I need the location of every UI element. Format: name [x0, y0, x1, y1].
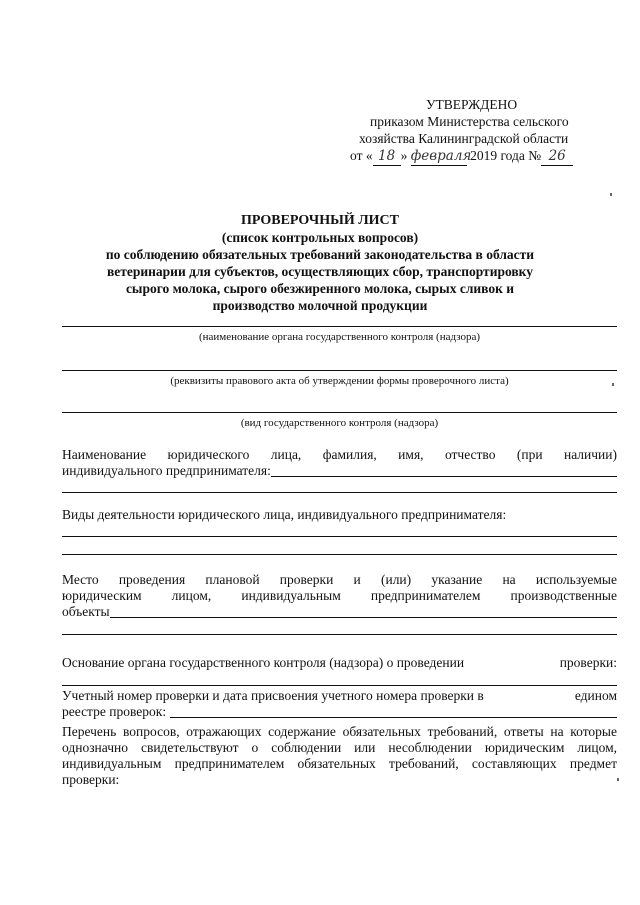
account-label-2: реестре проверок: [62, 704, 167, 719]
place-field [62, 572, 617, 620]
account-label-1-right: едином [574, 688, 617, 703]
questions-intro: Перечень вопросов, отражающих содержание обязательных требований, ответы на которые однозначно свидетельствуют о соблюдении или несоблюдении юридическим лицом, индивидуальным предпринимателем обязательных требований, составляющих предмет проверки: [62, 724, 617, 787]
activities-line-2[interactable] [62, 554, 617, 555]
entity-name-field [62, 447, 617, 479]
title-desc-2: ветеринарии для субъектов, осуществляющих сбор, транспортировку [106, 264, 534, 279]
entity-name-input[interactable] [271, 463, 617, 477]
basis-label-right: проверки: [559, 655, 617, 670]
title-desc-4: производство молочной продукции [212, 298, 428, 313]
date-prefix: от « [350, 148, 373, 163]
document-title [100, 212, 540, 314]
place-label-1: Место проведения плановой проверки и (или) указание на используемые [62, 572, 617, 587]
approval-block [330, 96, 620, 166]
account-row-1 [62, 688, 617, 704]
title-desc-3: сырого молока, сырого обезжиренного молока, сырых сливок и [125, 281, 515, 296]
handwritten-month: февраля [410, 148, 472, 164]
year-text: 2019 года № [470, 148, 542, 163]
place-input[interactable] [110, 604, 617, 618]
authority-fill-line[interactable] [62, 326, 617, 327]
scan-speck [612, 383, 614, 386]
approval-line-3: хозяйства Калининградской области [359, 131, 569, 146]
approval-line-2: приказом Министерства сельского [370, 114, 569, 129]
account-row-2 [62, 704, 617, 720]
account-field [62, 688, 617, 720]
scan-speck [610, 193, 612, 196]
authority-caption: (наименование органа государственного контроля (надзора) [198, 331, 481, 343]
title-main: ПРОВЕРОЧНЫЙ ЛИСТ [240, 213, 399, 228]
activities-label: Виды деятельности юридического лица, индивидуального предпринимателя: [62, 507, 507, 522]
title-desc-1: по соблюдению обязательных требований законодательства в области [105, 247, 535, 262]
approval-heading: УТВЕРЖДЕНО [426, 97, 518, 112]
control-type-fill-line[interactable] [62, 412, 617, 413]
entity-name-label-1: Наименование юридического лица, фамилия, имя, отчество (при наличии) [62, 447, 617, 462]
title-sub: (список контрольных вопросов) [221, 230, 419, 245]
activities-line-1[interactable] [62, 536, 617, 537]
approval-date-line [330, 147, 620, 166]
place-label-3: объекты [62, 604, 110, 619]
basis-field [62, 655, 617, 671]
entity-name-label-2: индивидуального предпринимателя: [62, 463, 271, 478]
entity-name-extra-line[interactable] [62, 492, 617, 493]
handwritten-order-number: 26 [541, 148, 573, 166]
basis-fill-line[interactable] [62, 685, 617, 686]
handwritten-day: 18 [373, 148, 401, 166]
entity-name-row-2 [62, 463, 617, 479]
account-label-1: Учетный номер проверки и дата присвоения учетного номера проверки в [62, 688, 484, 703]
place-extra-line[interactable] [62, 634, 617, 635]
legal-act-caption: (реквизиты правового акта об утверждении формы проверочного листа) [170, 375, 509, 387]
account-input[interactable] [170, 704, 617, 718]
place-row-3 [62, 604, 617, 620]
control-type-caption: (вид государственного контроля (надзора) [240, 417, 439, 429]
legal-act-fill-line[interactable] [62, 370, 617, 371]
place-label-2: юридическим лицом, индивидуальным предпринимателем производственные [62, 588, 617, 603]
date-mid: » [400, 148, 408, 163]
basis-label: Основание органа государственного контроля (надзора) о проведении [62, 655, 465, 670]
scan-speck [617, 778, 619, 781]
